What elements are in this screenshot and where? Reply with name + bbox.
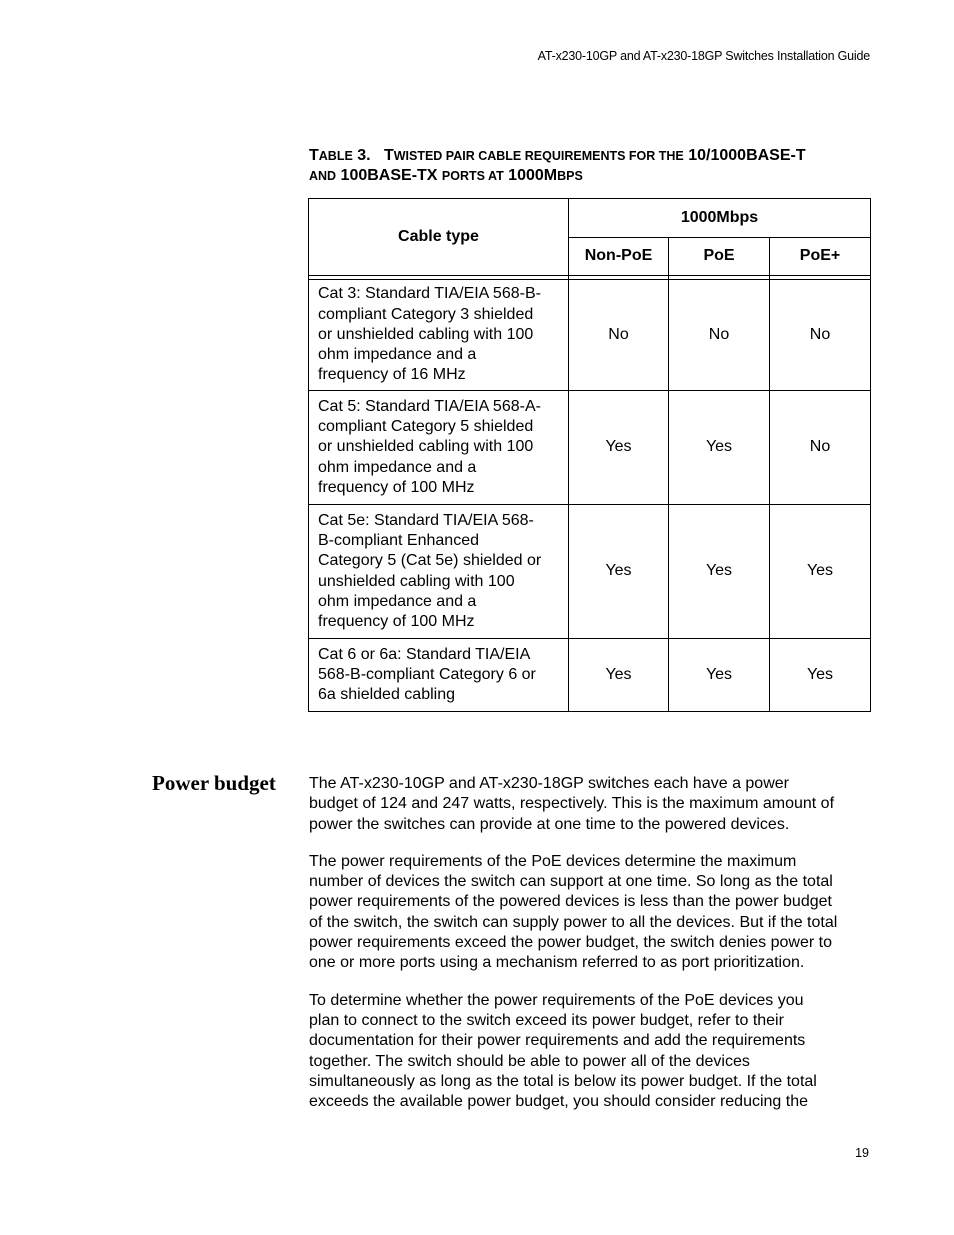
text-line: simultaneously as long as the total is below its power budget. If the total	[309, 1072, 817, 1090]
value-poe-plus: Yes	[770, 639, 871, 712]
text-line: To determine whether the power requirements of the PoE devices you	[309, 991, 804, 1009]
subheader-poe: PoE	[669, 238, 770, 276]
paragraph	[309, 852, 879, 974]
caption-part: 1000M	[503, 167, 558, 184]
caption-part: 3. T	[352, 147, 394, 164]
cable-description	[309, 639, 569, 712]
desc-line: Cat 6 or 6a: Standard TIA/EIA	[318, 645, 531, 663]
cable-description	[309, 280, 569, 391]
cable-requirements-table	[308, 198, 871, 712]
value-non-poe: Yes	[569, 505, 669, 639]
value-poe: No	[669, 280, 770, 391]
text-line: The power requirements of the PoE devices determine the maximum	[309, 852, 797, 870]
desc-line: ohm impedance and a	[318, 458, 477, 476]
caption-part: T	[309, 147, 319, 164]
caption-part: ABLE	[318, 149, 353, 163]
value-poe: Yes	[669, 505, 770, 639]
table-row	[309, 280, 871, 391]
desc-line: Cat 3: Standard TIA/EIA 568-B-	[318, 285, 541, 303]
text-line: exceeds the available power budget, you should consider reducing the	[309, 1093, 808, 1111]
desc-line: unshielded cabling with 100	[318, 572, 515, 590]
text-line: together. The switch should be able to power all of the devices	[309, 1052, 750, 1070]
caption-part: WISTED PAIR CABLE REQUIREMENTS FOR THE	[393, 149, 684, 163]
desc-line: B-compliant Enhanced	[318, 531, 479, 549]
running-header: AT-x230-10GP and AT-x230-18GP Switches Installation Guide	[537, 49, 870, 63]
subheader-non-poe: Non-PoE	[569, 238, 669, 276]
caption-part: 10/1000BASE-T	[683, 147, 806, 164]
caption-part: AND	[309, 169, 337, 183]
section-title: Power budget	[152, 771, 276, 795]
page-number: 19	[855, 1146, 869, 1160]
desc-line: or unshielded cabling with 100	[318, 325, 534, 343]
text-line: of the switch, the switch can supply power to all the devices. But if the total	[309, 913, 838, 931]
desc-line: or unshielded cabling with 100	[318, 438, 534, 456]
text-line: plan to connect to the switch exceed its power budget, refer to their	[309, 1011, 784, 1029]
value-poe: Yes	[669, 391, 770, 505]
desc-line: Category 5 (Cat 5e) shielded or	[318, 552, 542, 570]
caption-part: 100BASE-TX	[336, 167, 442, 184]
paragraph	[309, 774, 879, 835]
desc-line: frequency of 100 MHz	[318, 613, 475, 631]
desc-line: Cat 5: Standard TIA/EIA 568-A-	[318, 397, 541, 415]
desc-line: frequency of 16 MHz	[318, 366, 466, 384]
text-line: budget of 124 and 247 watts, respectively. This is the maximum amount of	[309, 795, 835, 813]
header-speed: 1000Mbps	[569, 199, 871, 238]
text-line: power requirements of the powered devices is less than the power budget	[309, 893, 832, 911]
caption-line-1	[309, 146, 869, 166]
text-line: power the switches can provide at one time to the powered devices.	[309, 815, 790, 833]
value-poe: Yes	[669, 639, 770, 712]
header-cable-type: Cable type	[309, 199, 569, 276]
table-row	[309, 505, 871, 639]
section-body	[309, 774, 879, 1129]
text-line: The AT-x230-10GP and AT-x230-18GP switches each have a power	[309, 775, 789, 792]
table-row	[309, 391, 871, 505]
text-line: number of devices the switch can support at one time. So long as the total	[309, 873, 833, 891]
desc-line: 6a shielded cabling	[318, 686, 455, 704]
desc-line: 568-B-compliant Category 6 or	[318, 665, 536, 683]
value-poe-plus: No	[770, 280, 871, 391]
caption-part: BPS	[557, 169, 583, 183]
desc-line: frequency of 100 MHz	[318, 478, 475, 496]
value-poe-plus: Yes	[770, 505, 871, 639]
value-non-poe: No	[569, 280, 669, 391]
value-non-poe: Yes	[569, 639, 669, 712]
text-line: power requirements exceed the power budget, the switch denies power to	[309, 934, 832, 952]
cable-description	[309, 391, 569, 505]
subheader-poe-plus: PoE+	[770, 238, 871, 276]
table-caption	[309, 146, 869, 186]
text-line: documentation for their power requirements and add the requirements	[309, 1032, 806, 1050]
table-row	[309, 639, 871, 712]
desc-line: Cat 5e: Standard TIA/EIA 568-	[318, 511, 534, 529]
desc-line: ohm impedance and a	[318, 592, 477, 610]
caption-line-2	[309, 166, 869, 186]
value-non-poe: Yes	[569, 391, 669, 505]
desc-line: ohm impedance and a	[318, 346, 477, 364]
desc-line: compliant Category 3 shielded	[318, 305, 534, 323]
text-line: one or more ports using a mechanism referred to as port prioritization.	[309, 954, 805, 972]
caption-part: PORTS AT	[441, 169, 504, 183]
desc-line: compliant Category 5 shielded	[318, 418, 534, 436]
paragraph	[309, 991, 879, 1113]
value-poe-plus: No	[770, 391, 871, 505]
cable-description	[309, 505, 569, 639]
